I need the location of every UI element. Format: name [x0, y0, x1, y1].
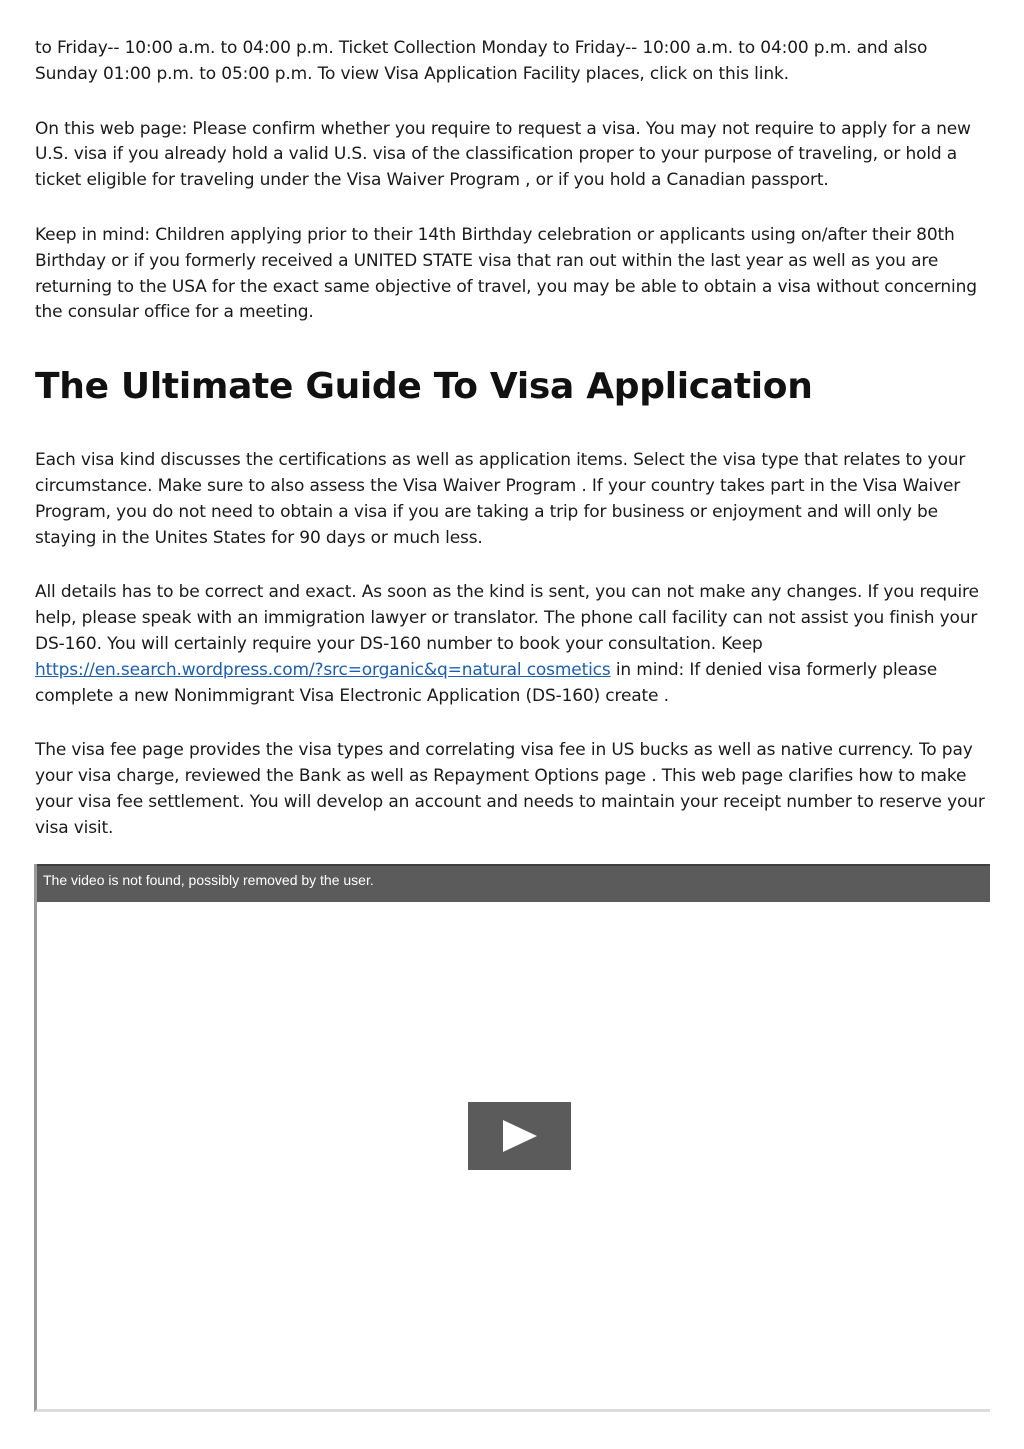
paragraph-visa-fee: The visa fee page provides the visa types and correlating visa fee in US bucks as well as native currency. To pay your visa charge, reviewed the Bank as well as Repayment Options page . This web page clarifies how to make your visa fee settlement. You will develop an account and needs to maintain your receipt number to reserve your visa visit.	[35, 740, 985, 838]
paragraph-details-start: All details has to be correct and exact. As soon as the kind is sent, you can not make any changes. If you require help, please speak with an immigration lawyer or translator. The phone call facility can not assist you finish your DS-160. You will certainly require your DS-160 number to book your consultation. Keep	[35, 582, 979, 654]
paragraph-details	[35, 580, 990, 709]
video-not-found-message: The video is not found, possibly removed by the user.	[43, 872, 374, 888]
video-title-bar	[37, 864, 990, 902]
paragraph-hours: to Friday-- 10:00 a.m. to 04:00 p.m. Ticket Collection Monday to Friday-- 10:00 a.m. to 04:00 p.m. and also Sunday 01:00 p.m. to 05:00 p.m. To view Visa Application Facility places, click on this link.	[35, 38, 928, 84]
play-icon	[503, 1120, 537, 1152]
page-heading: The Ultimate Guide To Visa Application	[35, 366, 813, 408]
paragraph-keep-in-mind: Keep in mind: Children applying prior to their 14th Birthday celebration or applicants using on/after their 80th Birthday or if you formerly received a UNITED STATE visa that ran out within the last year as well as you are returning to the USA for the exact same objective of travel, you may be able to obtain a visa without concerning the consular office for a meeting.	[35, 224, 977, 323]
play-button[interactable]	[468, 1102, 571, 1170]
paragraph-details-end: in mind: If denied visa formerly please complete a new Nonimmigrant Visa Electronic Application (DS-160) create .	[35, 659, 938, 706]
video-embed[interactable]	[34, 864, 990, 1412]
wordpress-search-link[interactable]: https://en.search.wordpress.com/?src=organic&q=natural cosmetics	[35, 659, 611, 680]
article-body	[35, 36, 990, 842]
paragraph-visa-kind: Each visa kind discusses the certifications as well as application items. Select the visa type that relates to your circumstance. Make sure to also assess the Visa Waiver Program . If your country takes part in the Visa Waiver Program, you do not need to obtain a visa if you are taking a trip for business or enjoyment and will only be staying in the Unites States for 90 days or much less.	[35, 450, 966, 548]
paragraph-confirm-visa: On this web page: Please confirm whether you require to request a visa. You may not require to apply for a new U.S. visa if you already hold a valid U.S. visa of the classification proper to your purpose of traveling, or hold a ticket eligible for traveling under the Visa Waiver Program , or if you hold a Canadian passport.	[35, 118, 971, 191]
